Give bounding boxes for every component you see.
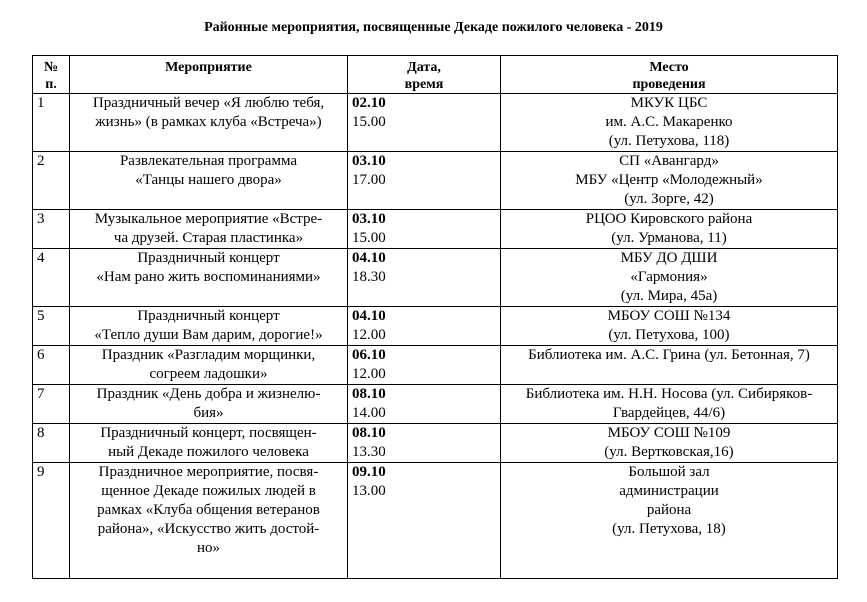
event-cell [70,94,348,152]
event-line: «Тепло души Вам дарим, дорогие!» [94,327,323,343]
header-date: Дата, время [348,56,501,94]
row-number: 8 [33,424,70,463]
event-line: Праздничный концерт [137,250,280,266]
event-line: Праздник «День добра и жизнелю- [96,386,321,402]
events-table [32,55,838,579]
place-line: Большой зал [628,464,710,480]
event-date: 03.10 [352,153,386,169]
event-time: 14.00 [352,405,386,421]
place-line: (ул. Зорге, 42) [624,191,714,207]
table-row [33,94,838,152]
event-line: Праздничное мероприятие, посвя- [98,464,319,480]
row-number: 6 [33,346,70,385]
event-date: 09.10 [352,464,386,480]
row-number: 1 [33,94,70,152]
date-cell [348,94,501,152]
place-line: (ул. Петухова, 100) [608,327,730,343]
place-line: Библиотека им. А.С. Грина (ул. Бетонная, 7) [528,347,810,363]
place-line: МБУ «Центр «Молодежный» [575,172,763,188]
place-line: МБУ ДО ДШИ [620,250,718,266]
date-cell [348,152,501,210]
place-cell [501,94,838,152]
place-cell [501,152,838,210]
event-date: 03.10 [352,211,386,227]
event-line: жизнь» (в рамках клуба «Встреча») [95,114,322,130]
event-line: «Нам рано жить воспоминаниями» [96,269,321,285]
table-header-row [33,56,838,94]
row-number: 5 [33,307,70,346]
date-cell [348,385,501,424]
table-row [33,210,838,249]
event-cell [70,307,348,346]
place-line: МКУК ЦБС [630,95,708,111]
place-line: (ул. Петухова, 118) [608,133,730,149]
place-line: СП «Авангард» [619,153,719,169]
date-cell [348,346,501,385]
event-line: ный Декаде пожилого человека [108,444,309,460]
date-cell [348,249,501,307]
place-line: (ул. Урманова, 11) [611,230,727,246]
header-num: № п. [33,56,70,94]
event-line: но» [196,540,221,556]
place-line: РЦОО Кировского района [585,211,753,227]
event-date: 04.10 [352,250,386,266]
event-time: 15.00 [352,230,386,246]
event-cell [70,385,348,424]
table-row [33,307,838,346]
event-cell [70,249,348,307]
row-number: 7 [33,385,70,424]
place-line: администрации [619,483,719,499]
place-line: МБОУ СОШ №109 [607,425,731,441]
event-line: согреем ладошки» [149,366,268,382]
event-line: района», «Искусство жить достой- [97,521,320,537]
header-event: Мероприятие [70,56,348,94]
event-cell [70,152,348,210]
table-row [33,424,838,463]
event-line: Праздник «Разгладим морщинки, [101,347,316,363]
date-cell [348,424,501,463]
event-date: 02.10 [352,95,386,111]
event-line: ча друзей. Старая пластинка» [113,230,304,246]
event-cell [70,210,348,249]
header-place: Место проведения [501,56,838,94]
event-time: 17.00 [352,172,386,188]
place-cell [501,346,838,385]
table-row [33,249,838,307]
event-line: бия» [193,405,224,421]
place-line: (ул. Петухова, 18) [612,521,726,537]
place-line: Библиотека им. Н.Н. Носова (ул. Сибиряков- [525,386,813,402]
event-time: 18.30 [352,269,386,285]
place-line: (ул. Мира, 45а) [620,288,718,304]
row-number: 4 [33,249,70,307]
place-cell [501,463,838,579]
event-line: Праздничный вечер «Я люблю тебя, [92,95,325,111]
event-date: 08.10 [352,425,386,441]
event-line: Музыкальное мероприятие «Встре- [94,211,323,227]
place-line: им. А.С. Макаренко [605,114,733,130]
page-title: Районные мероприятия, посвященные Декаде пожилого человека - 2019 [204,20,663,35]
place-line: (ул. Вертковская,16) [604,444,734,460]
event-line: щенное Декаде пожилых людей в [101,483,316,499]
date-cell [348,210,501,249]
date-cell [348,307,501,346]
event-line: Праздничный концерт, посвящен- [100,425,317,441]
place-line: МБОУ СОШ №134 [607,308,731,324]
event-line: рамках «Клуба общения ветеранов [97,502,320,518]
place-line: «Гармония» [630,269,708,285]
event-time: 12.00 [352,327,386,343]
row-number: 9 [33,463,70,579]
event-date: 08.10 [352,386,386,402]
event-time: 13.30 [352,444,386,460]
place-line: района [646,502,692,518]
event-time: 13.00 [352,483,386,499]
event-date: 04.10 [352,308,386,324]
place-cell [501,249,838,307]
event-cell [70,463,348,579]
event-line: Праздничный концерт [137,308,280,324]
row-number: 3 [33,210,70,249]
row-number: 2 [33,152,70,210]
event-cell [70,424,348,463]
date-cell [348,463,501,579]
table-row [33,463,838,579]
event-cell [70,346,348,385]
event-date: 06.10 [352,347,386,363]
table-row [33,385,838,424]
place-line: Гвардейцев, 44/6) [612,405,726,421]
table-row [33,152,838,210]
table-row [33,346,838,385]
event-line: Развлекательная программа [119,153,298,169]
event-line: «Танцы нашего двора» [135,172,282,188]
place-cell [501,424,838,463]
place-cell [501,210,838,249]
event-time: 15.00 [352,114,386,130]
place-cell [501,307,838,346]
place-cell [501,385,838,424]
event-time: 12.00 [352,366,386,382]
